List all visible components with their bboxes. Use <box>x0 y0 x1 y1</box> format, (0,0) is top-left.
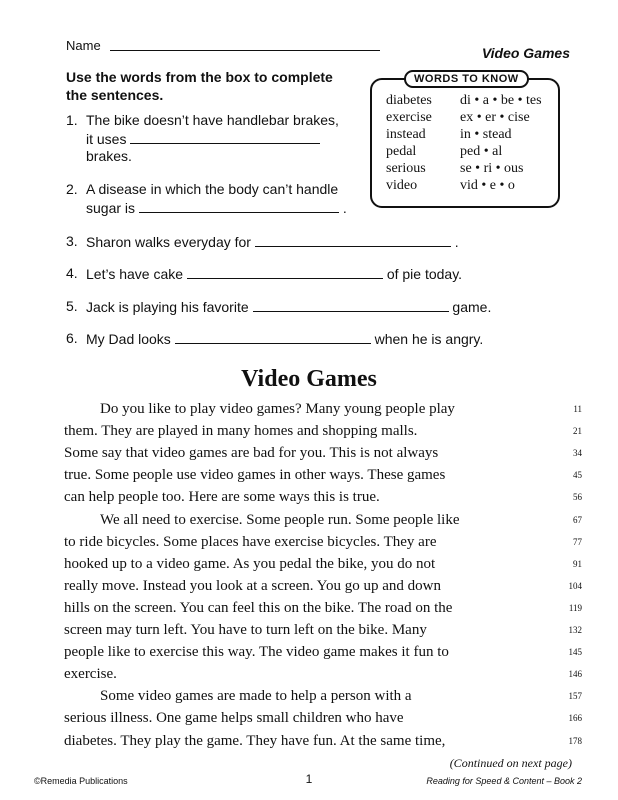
words-to-know-box <box>370 78 560 208</box>
footer-book-title: Reading for Speed & Content – Book 2 <box>426 776 582 786</box>
question-text: sugar is <box>86 200 136 216</box>
question-number: 5. <box>66 298 78 314</box>
vocab-syllables: vid • e • o <box>460 178 515 193</box>
question-number: 2. <box>66 181 78 197</box>
vocab-word: diabetes <box>386 93 432 108</box>
word-count: 178 <box>568 736 582 746</box>
word-count: 119 <box>568 603 582 613</box>
question-text: Sharon walks everyday for <box>86 234 251 250</box>
question-text: Let’s have cake <box>86 266 184 282</box>
word-count: 21 <box>573 426 582 436</box>
vocab-word: serious <box>386 161 426 176</box>
question-text: when he is angry. <box>374 331 484 347</box>
vocab-word: exercise <box>386 110 432 125</box>
story-line: We all need to exercise. Some people run. Some people like <box>100 512 460 528</box>
words-to-know-title: WORDS TO KNOW <box>404 70 529 88</box>
answer-blank-5[interactable] <box>253 297 449 312</box>
answer-blank-4[interactable] <box>187 264 383 279</box>
vocab-syllables: ped • al <box>460 144 503 159</box>
page-number: 1 <box>305 772 313 786</box>
question-1-line-2-text <box>86 129 320 148</box>
header-title: Video Games <box>481 45 570 61</box>
story-line: Some say that video games are bad for you. This is not always <box>64 445 439 461</box>
story-line: can help people too. Here are some ways this is true. <box>64 489 380 505</box>
word-count: 45 <box>573 470 582 480</box>
story-line: them. They are played in many homes and shopping malls. <box>64 423 418 439</box>
vocab-word: pedal <box>386 144 417 159</box>
question-6-text <box>86 329 483 348</box>
word-count: 91 <box>573 559 582 569</box>
answer-blank-6[interactable] <box>175 329 371 344</box>
question-text: My Dad looks <box>86 331 171 347</box>
word-count: 166 <box>568 713 582 723</box>
question-text: of pie today. <box>386 266 463 282</box>
story-title: Video Games <box>241 366 377 392</box>
story-line: screen may turn left. You have to turn left on the bike. Many <box>64 622 427 638</box>
vocab-syllables: ex • er • cise <box>460 110 530 125</box>
question-text: A disease in which the body can’t handle <box>86 181 339 197</box>
question-text: . <box>454 234 459 250</box>
story-line: Some video games are made to help a person with a <box>100 688 412 704</box>
name-field[interactable] <box>110 50 380 51</box>
vocab-word: video <box>386 178 418 193</box>
question-4-text <box>86 264 462 283</box>
question-text: brakes. <box>86 148 132 164</box>
word-count: 67 <box>573 515 582 525</box>
word-count: 11 <box>573 404 582 414</box>
word-count: 146 <box>568 669 582 679</box>
word-count: 132 <box>568 625 582 635</box>
question-text: game. <box>452 299 492 315</box>
question-3-text <box>86 232 459 251</box>
word-count: 77 <box>573 537 582 547</box>
question-text: The bike doesn’t have handlebar brakes, <box>86 112 339 128</box>
word-count: 104 <box>568 581 582 591</box>
question-number: 1. <box>66 112 78 128</box>
question-2-line-2-text <box>86 198 347 217</box>
answer-blank-1[interactable] <box>130 129 320 144</box>
question-number: 3. <box>66 233 78 249</box>
answer-blank-2[interactable] <box>139 198 339 213</box>
question-number: 6. <box>66 330 78 346</box>
question-5-text <box>86 297 491 316</box>
story-line: really move. Instead you look at a screen. You go up and down <box>64 578 442 594</box>
vocab-syllables: in • stead <box>460 127 512 142</box>
story-line: exercise. <box>64 666 117 682</box>
word-count: 56 <box>573 492 582 502</box>
vocab-word: instead <box>386 127 426 142</box>
vocab-syllables: se • ri • ous <box>460 161 524 176</box>
name-label: Name <box>66 38 101 53</box>
question-number: 4. <box>66 265 78 281</box>
story-line: to ride bicycles. Some places have exercise bicycles. They are <box>64 534 437 550</box>
instructions: Use the words from the box to complete the sentences. <box>66 69 333 103</box>
story-line: Do you like to play video games? Many young people play <box>100 401 455 417</box>
question-text: it uses <box>86 131 127 147</box>
question-text: . <box>342 200 347 216</box>
vocab-syllables: di • a • be • tes <box>460 93 542 108</box>
story-line: hills on the screen. You can feel this on the bike. The road on the <box>64 600 453 616</box>
footer-publisher: ©Remedia Publications <box>34 776 128 786</box>
story-line: diabetes. They play the game. They have fun. At the same time, <box>64 733 446 749</box>
answer-blank-3[interactable] <box>255 232 451 247</box>
story-line: true. Some people use video games in other ways. These games <box>64 467 446 483</box>
word-count: 145 <box>568 647 582 657</box>
question-text: Jack is playing his favorite <box>86 299 249 315</box>
continued-note: (Continued on next page) <box>449 756 572 770</box>
story-line: serious illness. One game helps small children who have <box>64 710 404 726</box>
story-line: hooked up to a video game. As you pedal the bike, you do not <box>64 556 436 572</box>
story-line: people like to exercise this way. The video game makes it fun to <box>64 644 449 660</box>
word-count: 34 <box>573 448 582 458</box>
word-count: 157 <box>568 691 582 701</box>
